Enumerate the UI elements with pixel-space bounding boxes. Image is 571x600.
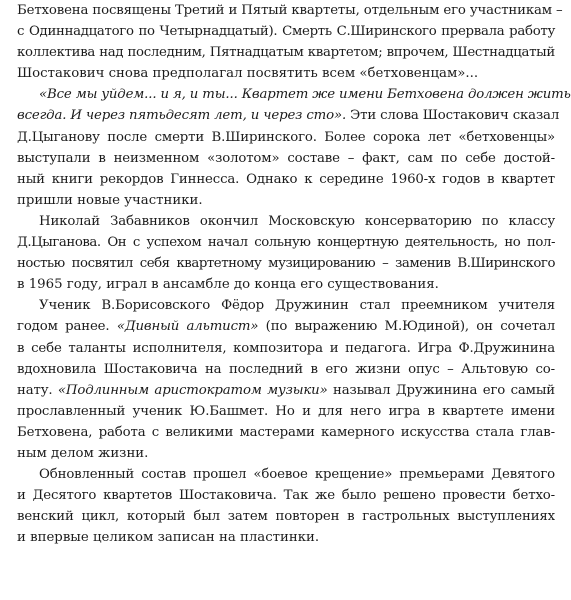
text-line-16: годом ранее. «Дивный альтист» (по выражению М.Юдиной), он сочетал xyxy=(17,319,555,335)
text-line-9: ный книги рекордов Гиннесса. Однако к середине 1960-х годов в квартет xyxy=(17,171,555,187)
text-line-21: Бетховена, работа с великими мастерами камерного искусства стала глав- xyxy=(17,424,555,440)
quote-italic-1: «Все мы уйдем... и я, и ты... Квартет же имени Бетховена должен жить xyxy=(39,87,571,103)
quote-italic-3: «Дивный альтист» xyxy=(116,319,259,335)
text-line-4: Шостакович снова предполагал посвятить всем «бетховенцам»... xyxy=(17,66,479,82)
text-line-7: Д.Цыганову после смерти В.Ширинского. Более сорока лет «бетховенцы» xyxy=(17,129,555,145)
text-line-5 xyxy=(17,84,571,105)
text-line-23: Обновленный состав прошел «боевое крещение» премьерами Девятого xyxy=(39,467,555,483)
text-line-25: венский цикл, который был затем повторен в гастрольных выступлениях xyxy=(17,509,555,525)
text-line-2: с Одиннадцатого по Четырнадцатый). Смерть С.Ширинского прервала работу xyxy=(17,24,555,40)
quote-italic-2: всегда. И через пятьдесят лет, и через сто». xyxy=(17,108,347,124)
text-line-14: в 1965 году, играл в ансамбле до конца его существования. xyxy=(17,277,439,293)
text-line-6: всегда. И через пятьдесят лет, и через сто». Эти слова Шостакович сказал xyxy=(17,108,560,124)
text-line-13: ностью посвятил себя квартетному музицированию – заменив В.Ширинского xyxy=(17,256,555,272)
text-line-8: выступали в неизменном «золотом» составе – факт, сам по себе достой- xyxy=(17,150,555,166)
text-line-1: Бетховена посвящены Третий и Пятый квартеты, отдельным его участникам – xyxy=(17,3,563,18)
text-line-26: и впервые целиком записан на пластинки. xyxy=(17,530,320,546)
text-line-20: прославленный ученик Ю.Башмет. Но и для него игра в квартете имени xyxy=(17,403,555,419)
text-line-12: Д.Цыганова. Он с успехом начал сольную концертную деятельность, но пол- xyxy=(17,235,555,251)
text-line-15: Ученик В.Борисовского Фёдор Дружинин стал преемником учителя xyxy=(39,298,555,314)
text-line-11: Николай Забавников окончил Московскую консерваторию по классу xyxy=(39,213,555,229)
text-line-19: нату. «Подлинным аристократом музыки» называл Дружинина его самый xyxy=(17,382,555,398)
text-line-18: вдохновила Шостаковича на последний в его жизни опус – Альтовую со- xyxy=(17,361,555,377)
text-line-24: и Десятого квартетов Шостаковича. Так же было решено провести бетхо- xyxy=(17,488,555,504)
text-line-22: ным делом жизни. xyxy=(17,445,149,461)
text-line-3: коллектива над последним, Пятнадцатым квартетом; впрочем, Шестнадцатый xyxy=(17,45,555,61)
quote-italic-4: «Подлинным аристократом музыки» xyxy=(57,382,328,398)
document-page xyxy=(17,0,571,548)
text-line-17: в себе таланты исполнителя, композитора и педагога. Игра Ф.Дружинина xyxy=(17,340,555,356)
text-line-10: пришли новые участники. xyxy=(17,192,203,208)
